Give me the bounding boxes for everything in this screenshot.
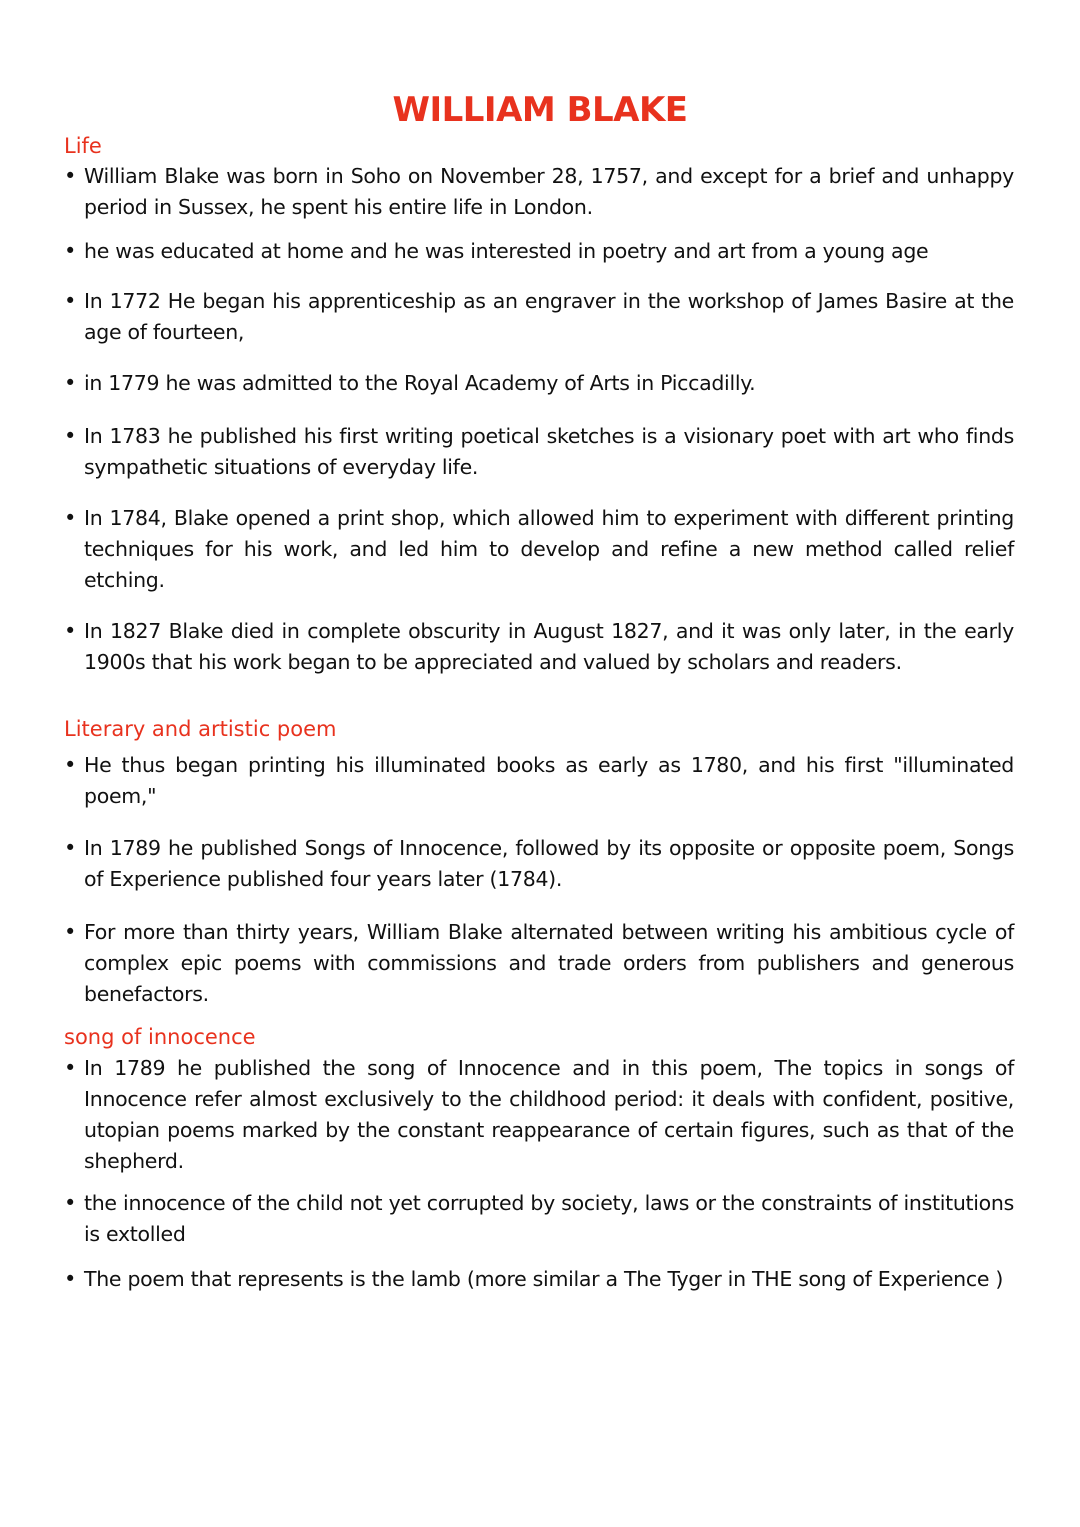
bullet-dot: • (64, 506, 77, 530)
list-item-text: the innocence of the child not yet corrupted by society, laws or the constraints of institutions is extolled (84, 1191, 1014, 1246)
bullet-dot: • (64, 239, 77, 263)
list-item (64, 616, 1014, 678)
list-item (64, 286, 1014, 348)
section-heading-life: Life (64, 134, 102, 158)
list-item-text: In 1772 He began his apprenticeship as an engraver in the workshop of James Basire at the age of fourteen, (84, 289, 1014, 344)
list-item (64, 1053, 1014, 1177)
list-item-text: in 1779 he was admitted to the Royal Academy of Arts in Piccadilly. (84, 371, 756, 395)
list-item (64, 1188, 1014, 1250)
list-item-text: In 1783 he published his first writing poetical sketches is a visionary poet with art who finds sympathetic situations of everyday life. (84, 424, 1014, 479)
list-item (64, 421, 1014, 483)
bullet-dot: • (64, 1267, 77, 1291)
bullet-dot: • (64, 164, 77, 188)
page-title: WILLIAM BLAKE (392, 90, 688, 130)
section-heading-song-of-innocence: song of innocence (64, 1025, 256, 1049)
section-heading-literary-and-artistic-poem: Literary and artistic poem (64, 717, 337, 741)
bullet-dot: • (64, 1191, 77, 1215)
list-item (64, 368, 1014, 399)
list-item (64, 503, 1014, 596)
list-item-text: he was educated at home and he was interested in poetry and art from a young age (84, 239, 929, 263)
list-item-text: He thus began printing his illuminated books as early as 1780, and his first "illuminated poem," (84, 753, 1014, 808)
list-item (64, 161, 1014, 223)
list-item-text: For more than thirty years, William Blake alternated between writing his ambitious cycle of complex epic poems with commissions and trade orders from publishers and generous benefactors. (84, 920, 1014, 1006)
bullet-dot: • (64, 289, 77, 313)
bullet-dot: • (64, 424, 77, 448)
bullet-dot: • (64, 920, 77, 944)
list-item-text: The poem that represents is the lamb (more similar a The Tyger in THE song of Experience ) (84, 1267, 1004, 1291)
bullet-dot: • (64, 619, 77, 643)
bullet-dot: • (64, 753, 77, 777)
list-item (64, 917, 1014, 1010)
bullet-dot: • (64, 1056, 77, 1080)
list-item-text: In 1827 Blake died in complete obscurity in August 1827, and it was only later, in the early 1900s that his work began to be appreciated and valued by scholars and readers. (84, 619, 1014, 674)
bullet-dot: • (64, 836, 77, 860)
list-item-text: In 1784, Blake opened a print shop, which allowed him to experiment with different printing techniques for his work, and led him to develop and refine a new method called relief etching. (84, 506, 1014, 592)
list-item (64, 833, 1014, 895)
list-item (64, 1264, 1014, 1295)
list-item (64, 236, 1014, 267)
list-item-text: In 1789 he published the song of Innocence and in this poem, The topics in songs of Innocence refer almost exclusively to the childhood period: it deals with confident, positive, utopian poems marked by the constant reappearance of certain figures, such as that of the shepherd. (84, 1056, 1014, 1173)
list-item-text: In 1789 he published Songs of Innocence, followed by its opposite or opposite poem, Songs of Experience published four years later (1784). (84, 836, 1014, 891)
list-item (64, 750, 1014, 812)
list-item-text: William Blake was born in Soho on November 28, 1757, and except for a brief and unhappy period in Sussex, he spent his entire life in London. (84, 164, 1014, 219)
bullet-dot: • (64, 371, 77, 395)
